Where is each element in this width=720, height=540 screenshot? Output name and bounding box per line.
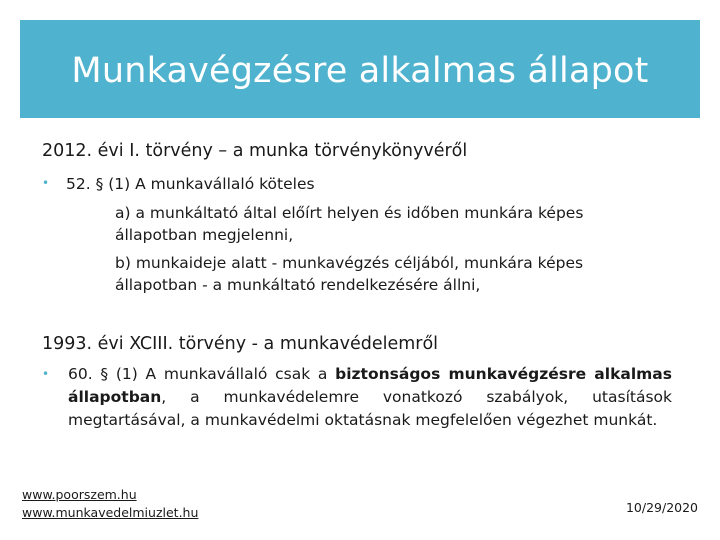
slide-date: 10/29/2020 xyxy=(625,500,698,515)
item-a-line1: a) a munkáltató által előírt helyen és időben munkára képes xyxy=(115,204,584,222)
bullet-60-end: , a munkavédelemre vonatkozó szabályok, utasítások megtartásával, a munkavédelmi oktatásnak megfelelően végezhet munkát. xyxy=(68,388,672,429)
link-poorszem[interactable]: www.poorszem.hu xyxy=(22,487,137,502)
law-heading-1993: 1993. évi XCIII. törvény - a munkavédelemről xyxy=(42,334,439,354)
item-b xyxy=(115,252,675,296)
item-a xyxy=(115,202,675,246)
item-a-line2: állapotban megjelenni, xyxy=(115,226,294,244)
bullet-icon: • xyxy=(42,367,50,381)
bullet-52 xyxy=(42,172,315,195)
bullet-60-bold: biztonságos munkavégzésre alkalmas állapotban xyxy=(68,365,672,406)
item-b-line2: állapotban - a munkáltató rendelkezésére állni, xyxy=(115,276,481,294)
link-munkavedelmiuzlet[interactable]: www.munkavedelmiuzlet.hu xyxy=(22,505,199,520)
bullet-icon: • xyxy=(42,176,50,190)
bullet-52-text: 52. § (1) A munkavállaló köteles xyxy=(66,175,315,193)
law-heading-2012: 2012. évi I. törvény – a munka törvénykönyvéről xyxy=(42,141,468,161)
item-b-line1: b) munkaideje alatt - munkavégzés céljából, munkára képes xyxy=(115,254,584,272)
slide-title: Munkavégzésre alkalmas állapot xyxy=(71,51,649,91)
footer-links xyxy=(22,486,198,522)
bullet-60 xyxy=(42,363,672,432)
bullet-60-start: 60. § (1) A munkavállaló csak a xyxy=(68,365,336,383)
